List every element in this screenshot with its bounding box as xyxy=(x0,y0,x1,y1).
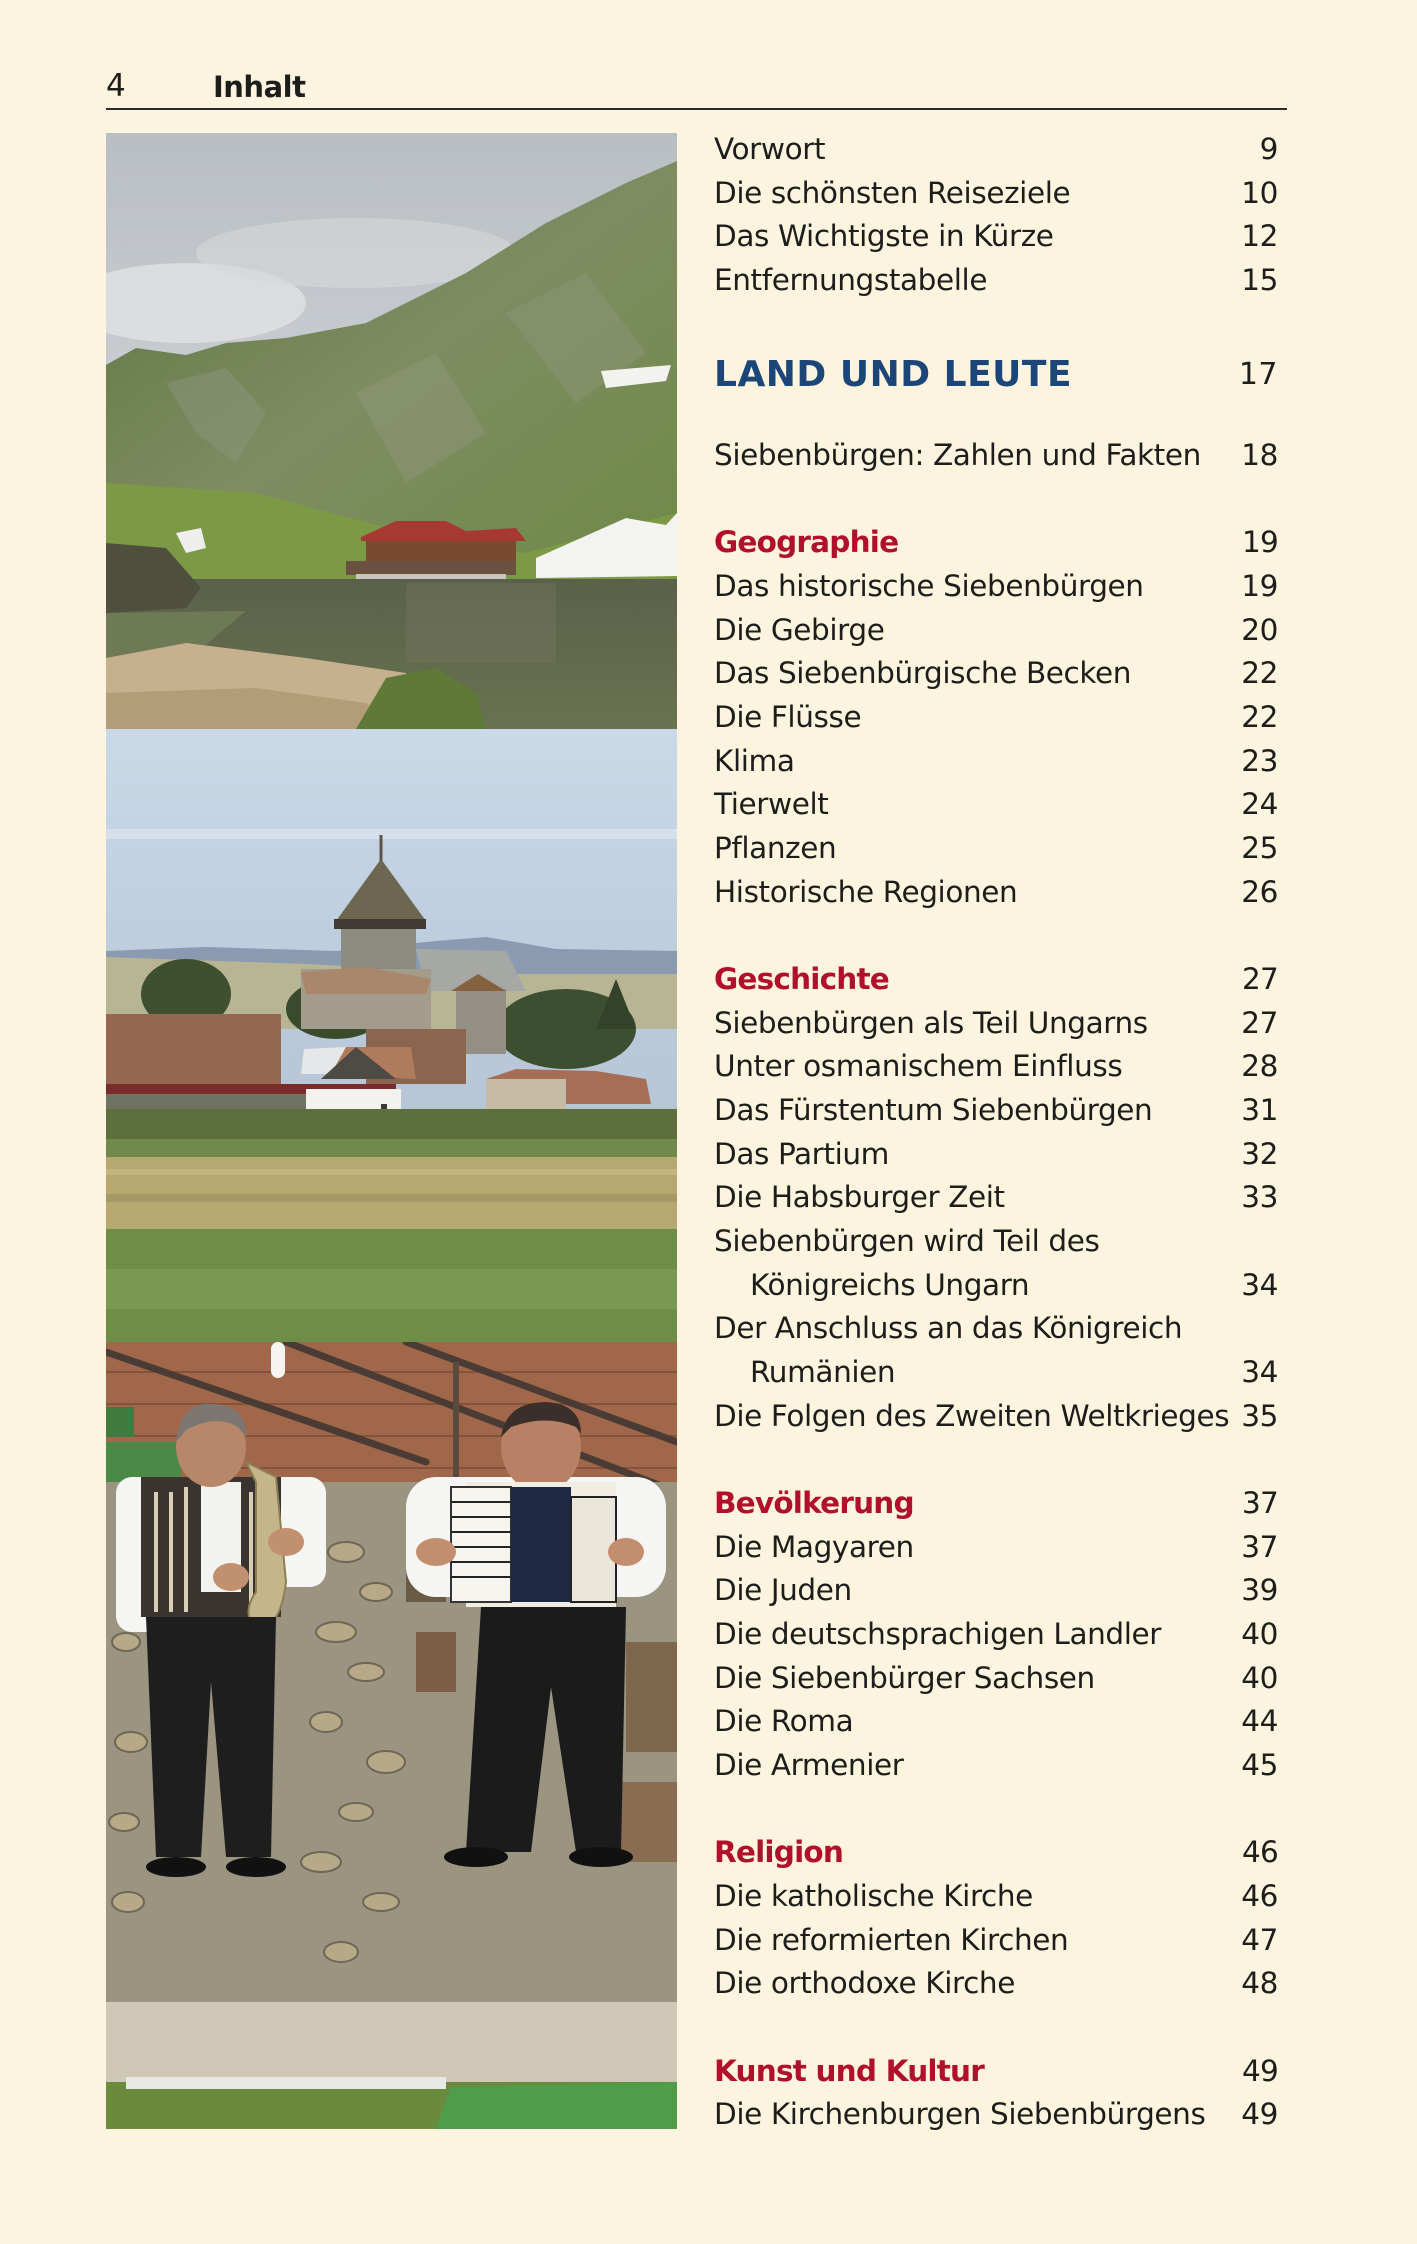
photo-mountain-lake xyxy=(106,133,677,729)
toc-entry-page: 27 xyxy=(1241,1005,1278,1040)
toc-entry[interactable] xyxy=(714,1525,1278,1569)
toc-entry[interactable] xyxy=(714,739,1278,783)
toc-part-label: LAND UND LEUTE xyxy=(714,354,1073,396)
toc-section-page: 49 xyxy=(1242,2053,1278,2088)
toc-entry[interactable] xyxy=(714,1176,1278,1220)
toc-entry-page: 32 xyxy=(1241,1136,1278,1171)
toc-section-label: Geschichte xyxy=(714,961,889,996)
table-of-contents xyxy=(714,127,1278,2136)
toc-entry-label: Historische Regionen xyxy=(714,874,1018,909)
toc-entry-label: Die Gebirge xyxy=(714,612,885,647)
photo-musicians xyxy=(106,1342,677,2129)
toc-entry[interactable] xyxy=(714,1569,1278,1613)
toc-entry-label: Das Partium xyxy=(714,1136,890,1171)
toc-entry[interactable] xyxy=(714,1132,1278,1176)
toc-entry-vorwort[interactable] xyxy=(714,127,1278,171)
toc-entry[interactable] xyxy=(714,1918,1278,1962)
toc-entry-page: 45 xyxy=(1241,1748,1278,1783)
toc-entry-page: 34 xyxy=(1241,1355,1278,1390)
toc-entry-page: 35 xyxy=(1241,1398,1278,1433)
toc-entry-page: 9 xyxy=(1259,131,1278,166)
toc-entry-label: Unter osmanischem Einfluss xyxy=(714,1049,1123,1084)
toc-entry-label: Tierwelt xyxy=(714,787,829,822)
toc-entry-page: 39 xyxy=(1241,1573,1278,1608)
toc-entry[interactable] xyxy=(714,1962,1278,2006)
toc-section-page: 27 xyxy=(1242,961,1278,996)
toc-entry-label: Die Siebenbürger Sachsen xyxy=(714,1660,1095,1695)
toc-entry-page: 44 xyxy=(1241,1704,1278,1739)
toc-entry[interactable] xyxy=(714,1656,1278,1700)
toc-entry-label: Siebenbürgen: Zahlen und Fakten xyxy=(714,438,1201,473)
toc-entry[interactable] xyxy=(714,2092,1278,2136)
toc-entry-label: Die Roma xyxy=(714,1704,854,1739)
toc-entry-page: 37 xyxy=(1241,1529,1278,1564)
photo-village-church xyxy=(106,729,677,1342)
toc-entry-wichtigste[interactable] xyxy=(714,214,1278,258)
toc-entry-page: 33 xyxy=(1241,1180,1278,1215)
toc-entry[interactable] xyxy=(714,783,1278,827)
toc-entry-label: Die Flüsse xyxy=(714,700,862,735)
toc-entry-page: 15 xyxy=(1241,262,1278,297)
toc-entry-page: 19 xyxy=(1241,568,1278,603)
toc-entry-line1[interactable] xyxy=(714,1307,1278,1351)
toc-entry-entfernungstabelle[interactable] xyxy=(714,258,1278,302)
toc-entry[interactable] xyxy=(714,652,1278,696)
toc-entry[interactable] xyxy=(714,1700,1278,1744)
toc-entry-label: Die Juden xyxy=(714,1573,852,1608)
toc-entry-label: Das Fürstentum Siebenbürgen xyxy=(714,1093,1153,1128)
page-number: 4 xyxy=(106,68,125,104)
toc-section-label: Kunst und Kultur xyxy=(714,2053,984,2088)
toc-entry-label: Der Anschluss an das Königreich xyxy=(714,1311,1183,1346)
running-header xyxy=(106,64,1287,110)
toc-entry-page: 23 xyxy=(1241,743,1278,778)
toc-entry[interactable] xyxy=(714,1612,1278,1656)
toc-entry-page: 22 xyxy=(1241,700,1278,735)
toc-entry-page: 10 xyxy=(1241,175,1278,210)
toc-entry[interactable] xyxy=(714,870,1278,914)
toc-entry[interactable] xyxy=(714,1045,1278,1089)
toc-entry-line2[interactable] xyxy=(714,1350,1278,1394)
toc-section-religion[interactable] xyxy=(714,1831,1278,1875)
toc-entry-label: Pflanzen xyxy=(714,831,837,866)
toc-entry[interactable] xyxy=(714,826,1278,870)
toc-entry-page: 48 xyxy=(1241,1966,1278,2001)
toc-section-label: Bevölkerung xyxy=(714,1486,914,1521)
toc-entry-label: Die deutschsprachigen Landler xyxy=(714,1617,1162,1652)
toc-section-geographie[interactable] xyxy=(714,520,1278,564)
toc-entry-page: 47 xyxy=(1241,1922,1278,1957)
toc-section-geschichte[interactable] xyxy=(714,957,1278,1001)
toc-entry-page: 34 xyxy=(1241,1267,1278,1302)
toc-entry-label: Die Magyaren xyxy=(714,1529,914,1564)
toc-entry-reiseziele[interactable] xyxy=(714,171,1278,215)
toc-entry-label: Die reformierten Kirchen xyxy=(714,1922,1069,1957)
toc-entry[interactable] xyxy=(714,1088,1278,1132)
toc-section-label: Religion xyxy=(714,1835,844,1870)
toc-entry[interactable] xyxy=(714,1743,1278,1787)
toc-entry[interactable] xyxy=(714,1001,1278,1045)
toc-entry-label: Die schönsten Reiseziele xyxy=(714,175,1071,210)
toc-entry-label: Die Habsburger Zeit xyxy=(714,1180,1005,1215)
toc-entry-line1[interactable] xyxy=(714,1219,1278,1263)
toc-entry-label-continued: Rumänien xyxy=(750,1355,896,1390)
toc-section-page: 37 xyxy=(1242,1486,1278,1521)
toc-entry-line2[interactable] xyxy=(714,1263,1278,1307)
toc-entry-page: 12 xyxy=(1241,219,1278,254)
toc-part-page: 17 xyxy=(1238,357,1278,393)
toc-entry-page: 28 xyxy=(1241,1049,1278,1084)
toc-entry-page: 31 xyxy=(1241,1093,1278,1128)
toc-entry[interactable] xyxy=(714,1874,1278,1918)
toc-entry-label: Vorwort xyxy=(714,131,826,166)
toc-entry-label-continued: Königreichs Ungarn xyxy=(750,1267,1030,1302)
toc-part-heading[interactable] xyxy=(714,350,1278,400)
toc-section-page: 19 xyxy=(1242,525,1278,560)
toc-entry[interactable] xyxy=(714,564,1278,608)
toc-entry-label: Die orthodoxe Kirche xyxy=(714,1966,1015,2001)
photo-column xyxy=(106,133,677,2129)
toc-entry-label: Die katholische Kirche xyxy=(714,1879,1033,1914)
toc-section-kunst-kultur[interactable] xyxy=(714,2049,1278,2093)
toc-section-page: 46 xyxy=(1242,1835,1278,1870)
toc-entry[interactable] xyxy=(714,1394,1278,1438)
page-title: Inhalt xyxy=(213,70,306,104)
toc-entry[interactable] xyxy=(714,695,1278,739)
toc-entry-page: 49 xyxy=(1241,2097,1278,2132)
toc-entry-page: 20 xyxy=(1241,612,1278,647)
toc-entry-label: Das historische Siebenbürgen xyxy=(714,568,1144,603)
toc-section-bevoelkerung[interactable] xyxy=(714,1481,1278,1525)
toc-entry-page: 25 xyxy=(1241,831,1278,866)
toc-entry-label: Das Siebenbürgische Becken xyxy=(714,656,1132,691)
toc-entry-label: Siebenbürgen als Teil Ungarns xyxy=(714,1005,1148,1040)
toc-entry-label: Die Folgen des Zweiten Weltkrieges xyxy=(714,1398,1230,1433)
toc-entry-label: Das Wichtigste in Kürze xyxy=(714,219,1054,254)
toc-entry-page: 18 xyxy=(1241,438,1278,473)
toc-entry-page: 46 xyxy=(1241,1879,1278,1914)
toc-entry-zahlen-fakten[interactable] xyxy=(714,433,1278,477)
toc-entry-label: Siebenbürgen wird Teil des xyxy=(714,1224,1100,1259)
toc-entry[interactable] xyxy=(714,608,1278,652)
toc-entry-label: Die Armenier xyxy=(714,1748,904,1783)
toc-entry-page: 26 xyxy=(1241,874,1278,909)
toc-entry-page: 40 xyxy=(1241,1660,1278,1695)
toc-entry-page: 24 xyxy=(1241,787,1278,822)
toc-entry-label: Klima xyxy=(714,743,795,778)
toc-entry-page: 40 xyxy=(1241,1617,1278,1652)
toc-entry-label: Entfernungstabelle xyxy=(714,262,988,297)
toc-section-label: Geographie xyxy=(714,525,899,560)
toc-entry-page: 22 xyxy=(1241,656,1278,691)
toc-entry-label: Die Kirchenburgen Siebenbürgens xyxy=(714,2097,1206,2132)
